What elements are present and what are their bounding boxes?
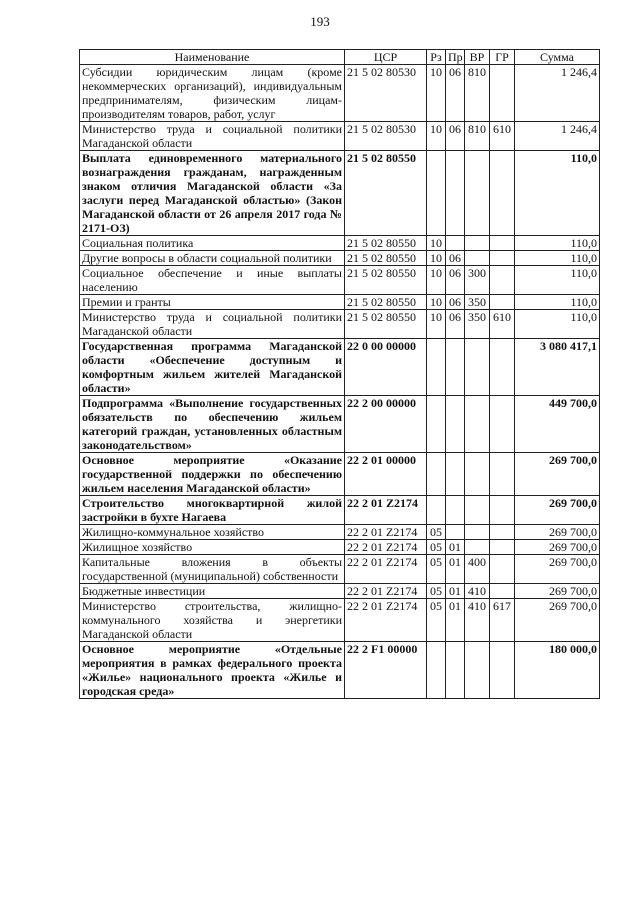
cell-sum: 269 700,0 [515,453,600,496]
cell-name: Подпрограмма «Выполнение государственных обязательств по обеспечению жильем категорий граждан, установленных областным законодательством» [80,396,345,453]
cell-name: Жилищное хозяйство [80,540,345,555]
cell-gr [490,496,515,525]
cell-sum: 269 700,0 [515,555,600,584]
table-row [80,151,600,236]
cell-gr: 610 [490,310,515,339]
cell-rz: 10 [427,266,446,295]
cell-pr: 06 [446,295,465,310]
table-row [80,584,600,599]
cell-rz: 05 [427,540,446,555]
cell-pr: 06 [446,122,465,151]
cell-csr: 22 2 01 Z2174 [345,584,427,599]
cell-name: Строительство многоквартирной жилой застройки в бухте Нагаева [80,496,345,525]
cell-rz: 10 [427,310,446,339]
cell-sum: 269 700,0 [515,540,600,555]
cell-sum: 269 700,0 [515,599,600,642]
cell-vr [465,540,490,555]
cell-gr [490,396,515,453]
cell-csr: 21 5 02 80550 [345,310,427,339]
cell-sum: 110,0 [515,266,600,295]
cell-pr: 06 [446,310,465,339]
cell-vr: 300 [465,266,490,295]
cell-rz: 05 [427,525,446,540]
header-csr: ЦСР [345,50,427,65]
table-row [80,496,600,525]
cell-csr: 22 2 F1 00000 [345,642,427,699]
cell-csr: 21 5 02 80530 [345,122,427,151]
cell-name: Капитальные вложения в объекты государственной (муниципальной) собственности [80,555,345,584]
cell-csr: 22 2 01 Z2174 [345,496,427,525]
table-row [80,453,600,496]
cell-vr [465,525,490,540]
table-row [80,339,600,396]
cell-csr: 22 2 01 Z2174 [345,540,427,555]
cell-gr: 610 [490,122,515,151]
header-rz: Рз [427,50,446,65]
cell-gr [490,555,515,584]
cell-pr [446,525,465,540]
cell-sum: 110,0 [515,295,600,310]
header-vr: ВР [465,50,490,65]
cell-pr: 06 [446,251,465,266]
table-header-row [80,50,600,65]
cell-name: Бюджетные инвестиции [80,584,345,599]
cell-csr: 21 5 02 80550 [345,251,427,266]
cell-csr: 22 2 01 Z2174 [345,525,427,540]
cell-vr: 410 [465,599,490,642]
cell-vr [465,496,490,525]
cell-name: Социальная политика [80,236,345,251]
header-gr: ГР [490,50,515,65]
table-row [80,295,600,310]
cell-pr: 01 [446,555,465,584]
cell-csr: 22 2 01 00000 [345,453,427,496]
cell-name: Другие вопросы в области социальной политики [80,251,345,266]
cell-vr [465,642,490,699]
cell-rz: 10 [427,295,446,310]
cell-name: Министерство труда и социальной политики Магаданской области [80,310,345,339]
cell-vr: 350 [465,295,490,310]
cell-rz [427,453,446,496]
cell-rz [427,496,446,525]
cell-gr [490,65,515,122]
cell-sum: 449 700,0 [515,396,600,453]
cell-pr: 01 [446,584,465,599]
cell-pr [446,496,465,525]
cell-name: Министерство труда и социальной политики Магаданской области [80,122,345,151]
cell-gr [490,525,515,540]
cell-sum: 269 700,0 [515,496,600,525]
cell-gr [490,251,515,266]
cell-pr: 01 [446,540,465,555]
table-row [80,642,600,699]
cell-csr: 21 5 02 80550 [345,151,427,236]
cell-name: Субсидии юридическим лицам (кроме некоммерческих организаций), индивидуальным предпринимателям, физическим лицам-производителям товаров, работ, услуг [80,65,345,122]
cell-sum: 1 246,4 [515,122,600,151]
cell-vr [465,251,490,266]
cell-vr: 810 [465,122,490,151]
cell-gr [490,540,515,555]
cell-vr [465,236,490,251]
cell-pr [446,151,465,236]
cell-rz [427,642,446,699]
cell-vr: 410 [465,584,490,599]
cell-gr: 617 [490,599,515,642]
cell-name: Государственная программа Магаданской области «Обеспечение доступным и комфортным жильем жителей Магаданской области» [80,339,345,396]
header-name: Наименование [80,50,345,65]
cell-pr: 06 [446,266,465,295]
cell-rz: 10 [427,251,446,266]
table-row [80,122,600,151]
cell-rz [427,339,446,396]
table-row [80,310,600,339]
cell-sum: 110,0 [515,310,600,339]
cell-csr: 21 5 02 80550 [345,266,427,295]
cell-sum: 269 700,0 [515,525,600,540]
cell-vr [465,396,490,453]
cell-csr: 22 2 00 00000 [345,396,427,453]
header-pr: Пр [446,50,465,65]
table-row [80,599,600,642]
cell-name: Основное мероприятие «Отдельные мероприятия в рамках федерального проекта «Жилье» национального проекта «Жилье и городская среда» [80,642,345,699]
cell-pr: 01 [446,599,465,642]
cell-gr [490,266,515,295]
cell-csr: 22 0 00 00000 [345,339,427,396]
cell-rz: 10 [427,236,446,251]
cell-sum: 3 080 417,1 [515,339,600,396]
cell-gr [490,295,515,310]
cell-rz: 05 [427,599,446,642]
header-sum: Сумма [515,50,600,65]
cell-gr [490,339,515,396]
cell-pr [446,453,465,496]
cell-vr [465,339,490,396]
cell-sum: 269 700,0 [515,584,600,599]
cell-csr: 22 2 01 Z2174 [345,555,427,584]
cell-vr: 810 [465,65,490,122]
cell-name: Выплата единовременного материального вознаграждения гражданам, награжденным знаком отличия Магаданской области «За заслуги перед Магаданской областью» (Закон Магаданской области от 26 апреля 2017 года № 2171-ОЗ) [80,151,345,236]
cell-gr [490,236,515,251]
page-number: 193 [310,14,330,29]
cell-name: Премии и гранты [80,295,345,310]
cell-pr [446,339,465,396]
table-row [80,236,600,251]
table-row [80,65,600,122]
cell-name: Министерство строительства, жилищно-коммунального хозяйства и энергетики Магаданской области [80,599,345,642]
cell-name: Основное мероприятие «Оказание государственной поддержки по обеспечению жильем населения Магаданской области» [80,453,345,496]
cell-sum: 1 246,4 [515,65,600,122]
cell-pr [446,642,465,699]
cell-rz: 10 [427,122,446,151]
table-row [80,251,600,266]
cell-name: Социальное обеспечение и иные выплаты населению [80,266,345,295]
cell-sum: 110,0 [515,251,600,266]
table-row [80,525,600,540]
cell-rz: 10 [427,65,446,122]
cell-gr [490,151,515,236]
table-row [80,396,600,453]
cell-pr: 06 [446,65,465,122]
cell-rz [427,396,446,453]
budget-table [79,49,600,699]
cell-name: Жилищно-коммунальное хозяйство [80,525,345,540]
cell-csr: 21 5 02 80550 [345,295,427,310]
cell-vr: 350 [465,310,490,339]
cell-vr: 400 [465,555,490,584]
cell-pr [446,396,465,453]
cell-rz: 05 [427,584,446,599]
cell-sum: 110,0 [515,236,600,251]
cell-csr: 21 5 02 80530 [345,65,427,122]
table-row [80,540,600,555]
cell-sum: 180 000,0 [515,642,600,699]
cell-rz: 05 [427,555,446,584]
table-row [80,266,600,295]
cell-gr [490,642,515,699]
cell-vr [465,453,490,496]
table-row [80,555,600,584]
cell-pr [446,236,465,251]
cell-vr [465,151,490,236]
cell-gr [490,584,515,599]
cell-gr [490,453,515,496]
cell-csr: 21 5 02 80550 [345,236,427,251]
cell-sum: 110,0 [515,151,600,236]
cell-csr: 22 2 01 Z2174 [345,599,427,642]
cell-rz [427,151,446,236]
